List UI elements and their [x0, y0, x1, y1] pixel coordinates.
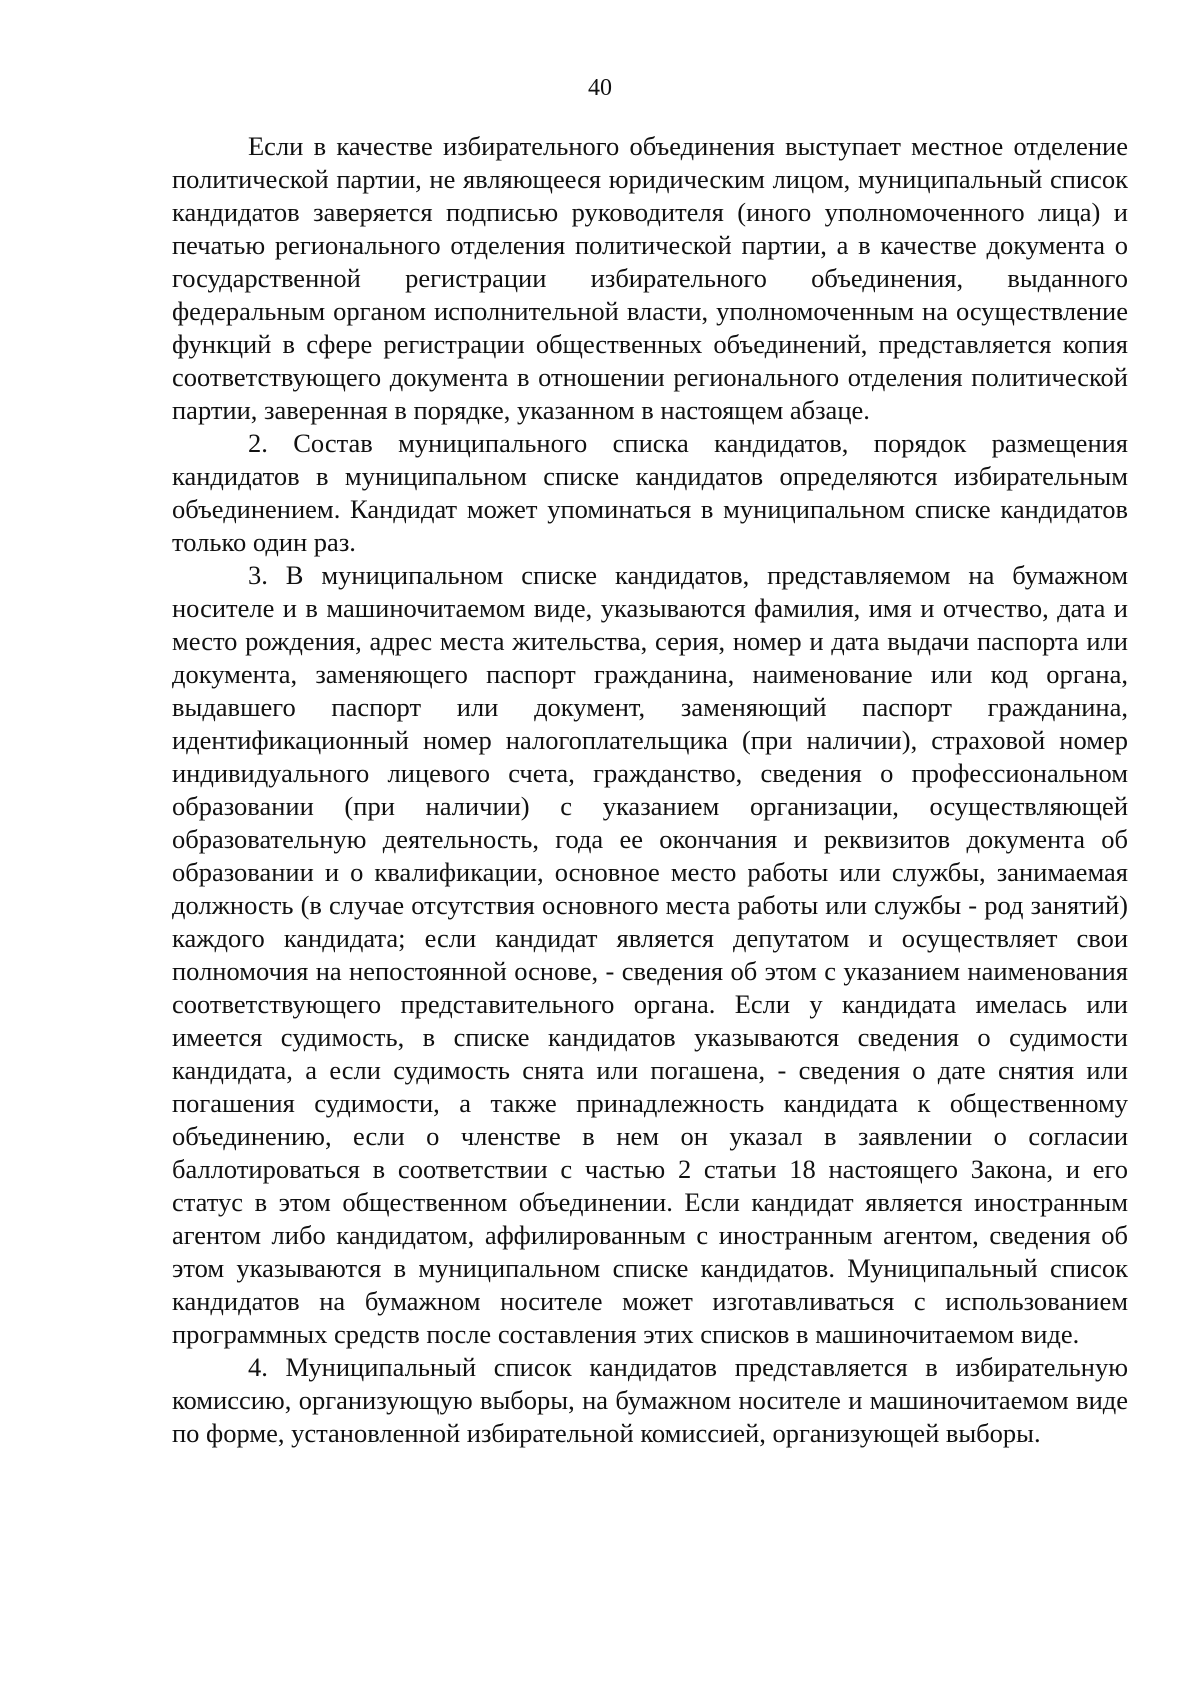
page-number: 40	[588, 75, 612, 101]
paragraph-4: 4. Муниципальный список кандидатов представляется в избирательную комиссию, организующую выборы, на бумажном носителе и машиночитаемом виде по форме, установленной избирательной комиссией, организующей выборы.	[172, 1352, 1128, 1448]
document-body	[172, 130, 1128, 1450]
paragraph-3: 3. В муниципальном списке кандидатов, представляемом на бумажном носителе и в машиночитаемом виде, указываются фамилия, имя и отчество, дата и место рождения, адрес места жительства, серия, номер и дата выдачи паспорта или документа, заменяющего паспорт гражданина, наименование или код органа, выдавшего паспорт или документ, заменяющий паспорт гражданина, идентификационный номер налогоплательщика (при наличии), страховой номер индивидуального лицевого счета, гражданство, сведения о профессиональном образовании (при наличии) с указанием организации, осуществляющей образовательную деятельность, года ее окончания и реквизитов документа об образовании и о квалификации, основное место работы или службы, занимаемая должность (в случае отсутствия основного места работы или службы - род занятий) каждого кандидата; если кандидат является депутатом и осуществляет свои полномочия на непостоянной основе, - сведения об этом с указанием наименования соответствующего представительного органа. Если у кандидата имелась или имеется судимость, в списке кандидатов указываются сведения о судимости кандидата, а если судимость снята или погашена, - сведения о дате снятия или погашения судимости, а также принадлежность кандидата к общественному объединению, если о членстве в нем он указал в заявлении о согласии баллотироваться в соответствии с частью 2 статьи 18 настоящего Закона, и его статус в этом общественном объединении. Если кандидат является иностранным агентом либо кандидатом, аффилированным с иностранным агентом, сведения об этом указываются в муниципальном списке кандидатов. Муниципальный список кандидатов на бумажном носителе может изготавливаться с использованием программных средств после составления этих списков в машиночитаемом виде.	[172, 560, 1128, 1349]
paragraph-2: 2. Состав муниципального списка кандидатов, порядок размещения кандидатов в муниципальном списке кандидатов определяются избирательным объединением. Кандидат может упоминаться в муниципальном списке кандидатов только один раз.	[172, 428, 1128, 557]
paragraph-1: Если в качестве избирательного объединения выступает местное отделение политической партии, не являющееся юридическим лицом, муниципальный список кандидатов заверяется подписью руководителя (иного уполномоченного лица) и печатью регионального отделения политической партии, а в качестве документа о государственной регистрации избирательного объединения, выданного федеральным органом исполнительной власти, уполномоченным на осуществление функций в сфере регистрации общественных объединений, представляется копия соответствующего документа в отношении регионального отделения политической партии, заверенная в порядке, указанном в настоящем абзаце.	[172, 131, 1128, 425]
